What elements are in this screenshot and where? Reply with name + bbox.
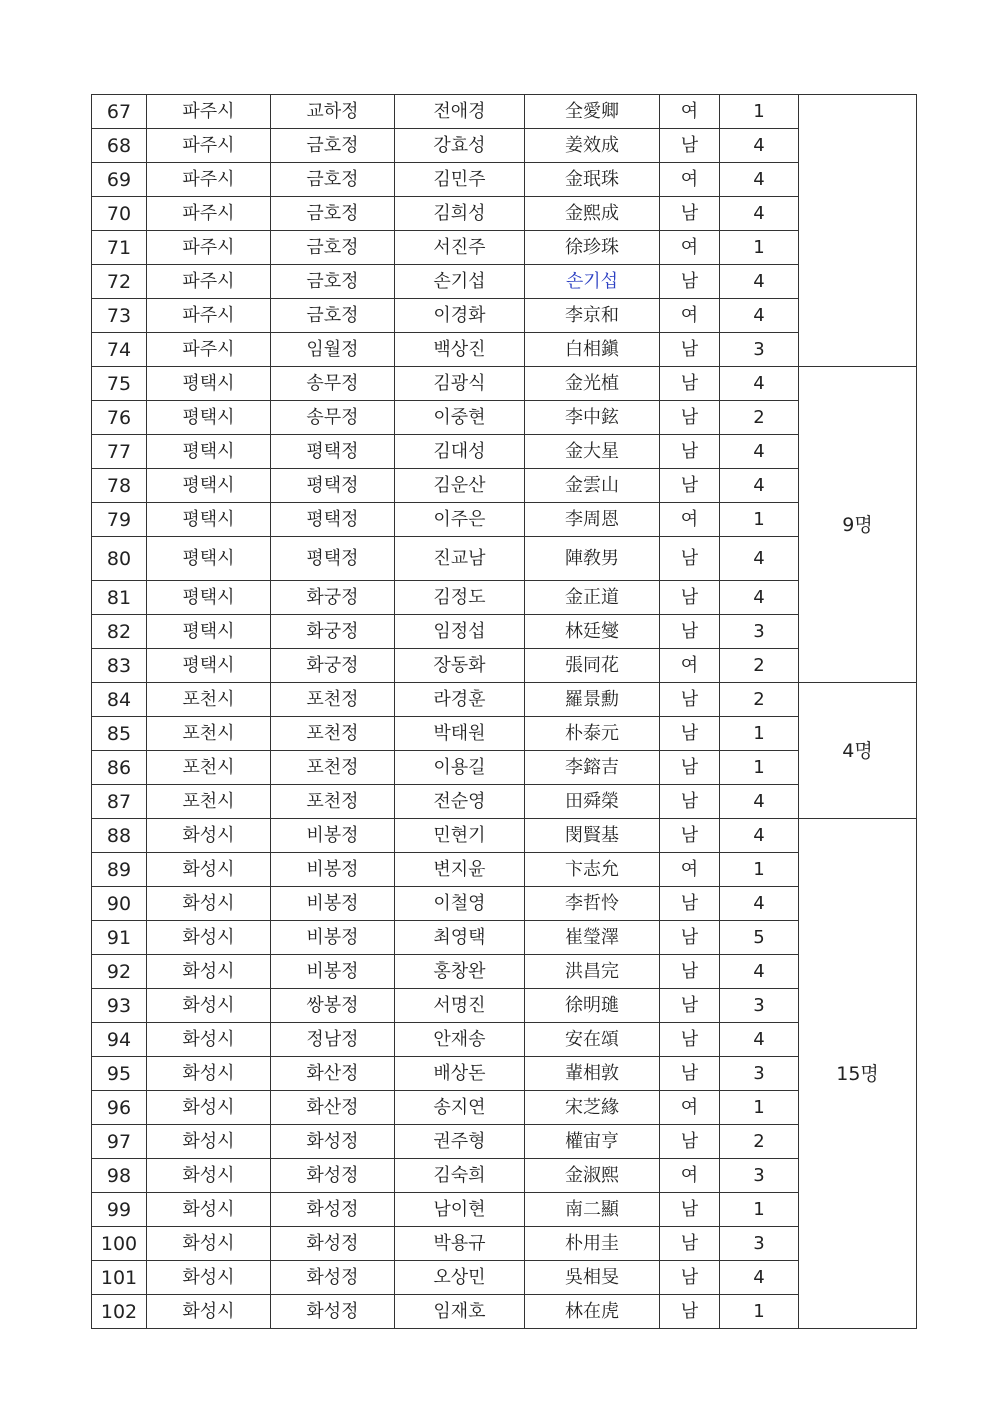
grade-level: 2 xyxy=(720,683,799,717)
table-row xyxy=(92,1159,917,1193)
table-row xyxy=(92,955,917,989)
grade-level: 2 xyxy=(720,649,799,683)
city-name: 평택시 xyxy=(147,615,271,649)
person-name: 배상돈 xyxy=(395,1057,525,1091)
grade-level: 2 xyxy=(720,401,799,435)
city-name: 화성시 xyxy=(147,1193,271,1227)
person-name-hanja: 白相鎭 xyxy=(525,333,660,367)
row-number: 86 xyxy=(92,751,147,785)
person-name: 이주은 xyxy=(395,503,525,537)
city-name: 파주시 xyxy=(147,299,271,333)
city-name: 화성시 xyxy=(147,887,271,921)
gender: 여 xyxy=(660,299,720,333)
gender: 남 xyxy=(660,887,720,921)
person-name-hanja: 林在虎 xyxy=(525,1295,660,1329)
person-name: 전애경 xyxy=(395,95,525,129)
archery-club: 임월정 xyxy=(271,333,395,367)
grade-level: 4 xyxy=(720,1023,799,1057)
person-name-hanja: 朴泰元 xyxy=(525,717,660,751)
person-name-hanja: 李周恩 xyxy=(525,503,660,537)
roster-body xyxy=(92,95,917,1329)
person-name: 이용길 xyxy=(395,751,525,785)
archery-club: 포천정 xyxy=(271,717,395,751)
row-number: 67 xyxy=(92,95,147,129)
city-name: 화성시 xyxy=(147,1057,271,1091)
city-name: 포천시 xyxy=(147,785,271,819)
row-number: 91 xyxy=(92,921,147,955)
person-name: 권주형 xyxy=(395,1125,525,1159)
person-name: 박용규 xyxy=(395,1227,525,1261)
gender: 남 xyxy=(660,333,720,367)
city-name: 포천시 xyxy=(147,751,271,785)
table-row xyxy=(92,751,917,785)
table-row xyxy=(92,163,917,197)
gender: 남 xyxy=(660,615,720,649)
person-name: 진교남 xyxy=(395,537,525,581)
grade-level: 4 xyxy=(720,197,799,231)
city-name: 파주시 xyxy=(147,129,271,163)
table-row xyxy=(92,785,917,819)
gender: 남 xyxy=(660,129,720,163)
row-number: 95 xyxy=(92,1057,147,1091)
table-row xyxy=(92,1193,917,1227)
row-number: 72 xyxy=(92,265,147,299)
city-name: 파주시 xyxy=(147,265,271,299)
archery-club: 화성정 xyxy=(271,1295,395,1329)
row-number: 101 xyxy=(92,1261,147,1295)
row-number: 88 xyxy=(92,819,147,853)
table-row xyxy=(92,367,917,401)
person-name-hanja: 金淑熙 xyxy=(525,1159,660,1193)
archery-club: 화궁정 xyxy=(271,649,395,683)
person-name: 송지연 xyxy=(395,1091,525,1125)
person-name-hanja: 金光植 xyxy=(525,367,660,401)
grade-level: 1 xyxy=(720,751,799,785)
archery-club: 평택정 xyxy=(271,435,395,469)
table-row xyxy=(92,989,917,1023)
gender: 남 xyxy=(660,1261,720,1295)
city-name: 파주시 xyxy=(147,163,271,197)
city-name: 화성시 xyxy=(147,1125,271,1159)
gender: 여 xyxy=(660,503,720,537)
table-row xyxy=(92,615,917,649)
person-name-hanja: 徐珍珠 xyxy=(525,231,660,265)
city-name: 화성시 xyxy=(147,921,271,955)
gender: 남 xyxy=(660,435,720,469)
table-row xyxy=(92,649,917,683)
city-name: 화성시 xyxy=(147,1295,271,1329)
person-name: 장동화 xyxy=(395,649,525,683)
gender: 남 xyxy=(660,1057,720,1091)
person-name-hanja: 全愛卿 xyxy=(525,95,660,129)
grade-level: 1 xyxy=(720,1295,799,1329)
city-name: 포천시 xyxy=(147,683,271,717)
archery-club: 비봉정 xyxy=(271,921,395,955)
gender: 여 xyxy=(660,853,720,887)
table-row xyxy=(92,921,917,955)
grade-level: 4 xyxy=(720,785,799,819)
gender: 남 xyxy=(660,921,720,955)
archery-club: 화성정 xyxy=(271,1125,395,1159)
city-name: 평택시 xyxy=(147,649,271,683)
grade-level: 4 xyxy=(720,265,799,299)
person-name: 이철영 xyxy=(395,887,525,921)
city-name: 화성시 xyxy=(147,819,271,853)
archery-club: 화산정 xyxy=(271,1057,395,1091)
person-name: 서진주 xyxy=(395,231,525,265)
gender: 남 xyxy=(660,537,720,581)
grade-level: 1 xyxy=(720,1193,799,1227)
grade-level: 3 xyxy=(720,615,799,649)
person-name-hanja: 李哲怜 xyxy=(525,887,660,921)
row-number: 85 xyxy=(92,717,147,751)
grade-level: 1 xyxy=(720,95,799,129)
city-name: 파주시 xyxy=(147,197,271,231)
table-row xyxy=(92,537,917,581)
person-name: 라경훈 xyxy=(395,683,525,717)
gender: 남 xyxy=(660,265,720,299)
table-row xyxy=(92,95,917,129)
row-number: 79 xyxy=(92,503,147,537)
city-name: 평택시 xyxy=(147,537,271,581)
person-name: 박태원 xyxy=(395,717,525,751)
table-row xyxy=(92,469,917,503)
row-number: 69 xyxy=(92,163,147,197)
table-row xyxy=(92,853,917,887)
person-name: 손기섭 xyxy=(395,265,525,299)
person-name: 남이현 xyxy=(395,1193,525,1227)
grade-level: 4 xyxy=(720,129,799,163)
gender: 남 xyxy=(660,1023,720,1057)
grade-level: 4 xyxy=(720,537,799,581)
grade-level: 4 xyxy=(720,955,799,989)
table-row xyxy=(92,1057,917,1091)
grade-level: 3 xyxy=(720,333,799,367)
row-number: 75 xyxy=(92,367,147,401)
row-number: 71 xyxy=(92,231,147,265)
row-number: 76 xyxy=(92,401,147,435)
city-name: 화성시 xyxy=(147,1261,271,1295)
person-name: 홍창완 xyxy=(395,955,525,989)
row-number: 96 xyxy=(92,1091,147,1125)
roster-table xyxy=(91,94,917,1329)
table-row xyxy=(92,1091,917,1125)
person-name: 김대성 xyxy=(395,435,525,469)
row-number: 74 xyxy=(92,333,147,367)
archery-club: 비봉정 xyxy=(271,819,395,853)
table-row xyxy=(92,717,917,751)
row-number: 82 xyxy=(92,615,147,649)
person-name: 이중현 xyxy=(395,401,525,435)
person-name-hanja: 金珉珠 xyxy=(525,163,660,197)
person-name-hanja: 崔瑩澤 xyxy=(525,921,660,955)
group-count xyxy=(799,95,917,367)
person-name-hanja: 李京和 xyxy=(525,299,660,333)
archery-club: 정남정 xyxy=(271,1023,395,1057)
table-row xyxy=(92,333,917,367)
gender: 남 xyxy=(660,401,720,435)
city-name: 파주시 xyxy=(147,231,271,265)
gender: 남 xyxy=(660,1227,720,1261)
person-name: 민현기 xyxy=(395,819,525,853)
row-number: 94 xyxy=(92,1023,147,1057)
row-number: 97 xyxy=(92,1125,147,1159)
row-number: 73 xyxy=(92,299,147,333)
table-row xyxy=(92,1227,917,1261)
city-name: 화성시 xyxy=(147,1159,271,1193)
grade-level: 4 xyxy=(720,299,799,333)
archery-club: 송무정 xyxy=(271,401,395,435)
person-name-hanja: 安在頌 xyxy=(525,1023,660,1057)
gender: 남 xyxy=(660,1193,720,1227)
person-name-hanja: 吳相旻 xyxy=(525,1261,660,1295)
person-name: 서명진 xyxy=(395,989,525,1023)
table-row xyxy=(92,1261,917,1295)
city-name: 평택시 xyxy=(147,367,271,401)
row-number: 89 xyxy=(92,853,147,887)
archery-club: 화궁정 xyxy=(271,615,395,649)
archery-club: 금호정 xyxy=(271,299,395,333)
archery-club: 화성정 xyxy=(271,1261,395,1295)
row-number: 93 xyxy=(92,989,147,1023)
city-name: 화성시 xyxy=(147,955,271,989)
archery-club: 화궁정 xyxy=(271,581,395,615)
archery-club: 비봉정 xyxy=(271,955,395,989)
table-row xyxy=(92,231,917,265)
gender: 남 xyxy=(660,367,720,401)
person-name-hanja: 金大星 xyxy=(525,435,660,469)
archery-club: 평택정 xyxy=(271,469,395,503)
person-name-hanja: 卞志允 xyxy=(525,853,660,887)
person-name-hanja: 姜效成 xyxy=(525,129,660,163)
person-name: 백상진 xyxy=(395,333,525,367)
grade-level: 4 xyxy=(720,887,799,921)
table-row xyxy=(92,683,917,717)
table-row xyxy=(92,1295,917,1329)
gender: 남 xyxy=(660,683,720,717)
gender: 남 xyxy=(660,819,720,853)
row-number: 83 xyxy=(92,649,147,683)
grade-level: 1 xyxy=(720,717,799,751)
city-name: 평택시 xyxy=(147,401,271,435)
grade-level: 1 xyxy=(720,503,799,537)
row-number: 92 xyxy=(92,955,147,989)
person-name-hanja: 張同花 xyxy=(525,649,660,683)
table-row xyxy=(92,1023,917,1057)
row-number: 68 xyxy=(92,129,147,163)
archery-club: 송무정 xyxy=(271,367,395,401)
grade-level: 4 xyxy=(720,819,799,853)
person-name: 김광식 xyxy=(395,367,525,401)
row-number: 70 xyxy=(92,197,147,231)
archery-club: 금호정 xyxy=(271,197,395,231)
archery-club: 교하정 xyxy=(271,95,395,129)
city-name: 화성시 xyxy=(147,1023,271,1057)
gender: 남 xyxy=(660,197,720,231)
city-name: 화성시 xyxy=(147,1227,271,1261)
person-name-hanja: 洪昌完 xyxy=(525,955,660,989)
city-name: 화성시 xyxy=(147,989,271,1023)
gender: 남 xyxy=(660,785,720,819)
person-name-hanja: 閔賢基 xyxy=(525,819,660,853)
archery-club: 포천정 xyxy=(271,683,395,717)
grade-level: 4 xyxy=(720,1261,799,1295)
group-count: 4명 xyxy=(799,683,917,819)
person-name-hanja: 徐明璡 xyxy=(525,989,660,1023)
gender: 여 xyxy=(660,231,720,265)
grade-level: 4 xyxy=(720,435,799,469)
gender: 남 xyxy=(660,1295,720,1329)
archery-club: 비봉정 xyxy=(271,887,395,921)
grade-level: 4 xyxy=(720,367,799,401)
table-row xyxy=(92,197,917,231)
person-name: 안재송 xyxy=(395,1023,525,1057)
row-number: 98 xyxy=(92,1159,147,1193)
city-name: 평택시 xyxy=(147,435,271,469)
archery-club: 화성정 xyxy=(271,1159,395,1193)
archery-club: 화성정 xyxy=(271,1227,395,1261)
archery-club: 화산정 xyxy=(271,1091,395,1125)
person-name-hanja: 宋芝緣 xyxy=(525,1091,660,1125)
city-name: 화성시 xyxy=(147,1091,271,1125)
city-name: 화성시 xyxy=(147,853,271,887)
grade-level: 3 xyxy=(720,989,799,1023)
person-name-hanja: 金熙成 xyxy=(525,197,660,231)
person-name: 최영택 xyxy=(395,921,525,955)
grade-level: 3 xyxy=(720,1057,799,1091)
grade-level: 4 xyxy=(720,469,799,503)
row-number: 87 xyxy=(92,785,147,819)
person-name: 강효성 xyxy=(395,129,525,163)
grade-level: 3 xyxy=(720,1159,799,1193)
gender: 여 xyxy=(660,163,720,197)
gender: 여 xyxy=(660,95,720,129)
table-row xyxy=(92,581,917,615)
gender: 여 xyxy=(660,649,720,683)
gender: 남 xyxy=(660,581,720,615)
city-name: 평택시 xyxy=(147,581,271,615)
grade-level: 2 xyxy=(720,1125,799,1159)
person-name-hanja: 陣敎男 xyxy=(525,537,660,581)
group-count: 15명 xyxy=(799,819,917,1329)
city-name: 평택시 xyxy=(147,503,271,537)
person-name-hanja: 李鎔吉 xyxy=(525,751,660,785)
person-name: 변지윤 xyxy=(395,853,525,887)
city-name: 포천시 xyxy=(147,717,271,751)
person-name-hanja: 朴用圭 xyxy=(525,1227,660,1261)
gender: 남 xyxy=(660,955,720,989)
person-name-hanja: 南二顯 xyxy=(525,1193,660,1227)
person-name-hanja: 羅景勳 xyxy=(525,683,660,717)
person-name-hanja: 輩相敦 xyxy=(525,1057,660,1091)
row-number: 78 xyxy=(92,469,147,503)
person-name-hanja: 金雲山 xyxy=(525,469,660,503)
gender: 여 xyxy=(660,1159,720,1193)
row-number: 84 xyxy=(92,683,147,717)
city-name: 파주시 xyxy=(147,95,271,129)
grade-level: 4 xyxy=(720,163,799,197)
grade-level: 1 xyxy=(720,1091,799,1125)
table-row xyxy=(92,435,917,469)
gender: 남 xyxy=(660,469,720,503)
archery-club: 금호정 xyxy=(271,129,395,163)
table-row xyxy=(92,129,917,163)
person-name-hanja: 林廷燮 xyxy=(525,615,660,649)
row-number: 77 xyxy=(92,435,147,469)
person-name: 임정섭 xyxy=(395,615,525,649)
person-name: 김민주 xyxy=(395,163,525,197)
person-name-hanja: 李中鉉 xyxy=(525,401,660,435)
person-name: 김숙희 xyxy=(395,1159,525,1193)
person-name: 오상민 xyxy=(395,1261,525,1295)
grade-level: 4 xyxy=(720,581,799,615)
person-name: 전순영 xyxy=(395,785,525,819)
person-name: 임재호 xyxy=(395,1295,525,1329)
row-number: 90 xyxy=(92,887,147,921)
grade-level: 5 xyxy=(720,921,799,955)
table-row xyxy=(92,1125,917,1159)
row-number: 99 xyxy=(92,1193,147,1227)
gender: 남 xyxy=(660,751,720,785)
row-number: 80 xyxy=(92,537,147,581)
city-name: 파주시 xyxy=(147,333,271,367)
archery-club: 금호정 xyxy=(271,231,395,265)
archery-club: 비봉정 xyxy=(271,853,395,887)
table-row xyxy=(92,299,917,333)
table-row xyxy=(92,503,917,537)
archery-club: 평택정 xyxy=(271,503,395,537)
person-name-hanja: 손기섭 xyxy=(525,265,660,299)
row-number: 100 xyxy=(92,1227,147,1261)
archery-club: 평택정 xyxy=(271,537,395,581)
city-name: 평택시 xyxy=(147,469,271,503)
person-name: 이경화 xyxy=(395,299,525,333)
person-name-hanja: 權宙亨 xyxy=(525,1125,660,1159)
table-row xyxy=(92,265,917,299)
gender: 남 xyxy=(660,989,720,1023)
row-number: 81 xyxy=(92,581,147,615)
person-name: 김희성 xyxy=(395,197,525,231)
grade-level: 1 xyxy=(720,231,799,265)
person-name-hanja: 金正道 xyxy=(525,581,660,615)
group-count: 9명 xyxy=(799,367,917,683)
table-row xyxy=(92,819,917,853)
gender: 남 xyxy=(660,1125,720,1159)
archery-club: 금호정 xyxy=(271,163,395,197)
person-name-hanja: 田舜榮 xyxy=(525,785,660,819)
table-row xyxy=(92,401,917,435)
archery-club: 화성정 xyxy=(271,1193,395,1227)
archery-club: 금호정 xyxy=(271,265,395,299)
grade-level: 1 xyxy=(720,853,799,887)
person-name: 김운산 xyxy=(395,469,525,503)
gender: 여 xyxy=(660,1091,720,1125)
archery-club: 포천정 xyxy=(271,785,395,819)
archery-club: 쌍봉정 xyxy=(271,989,395,1023)
row-number: 102 xyxy=(92,1295,147,1329)
table-row xyxy=(92,887,917,921)
person-name: 김정도 xyxy=(395,581,525,615)
gender: 남 xyxy=(660,717,720,751)
grade-level: 3 xyxy=(720,1227,799,1261)
archery-club: 포천정 xyxy=(271,751,395,785)
